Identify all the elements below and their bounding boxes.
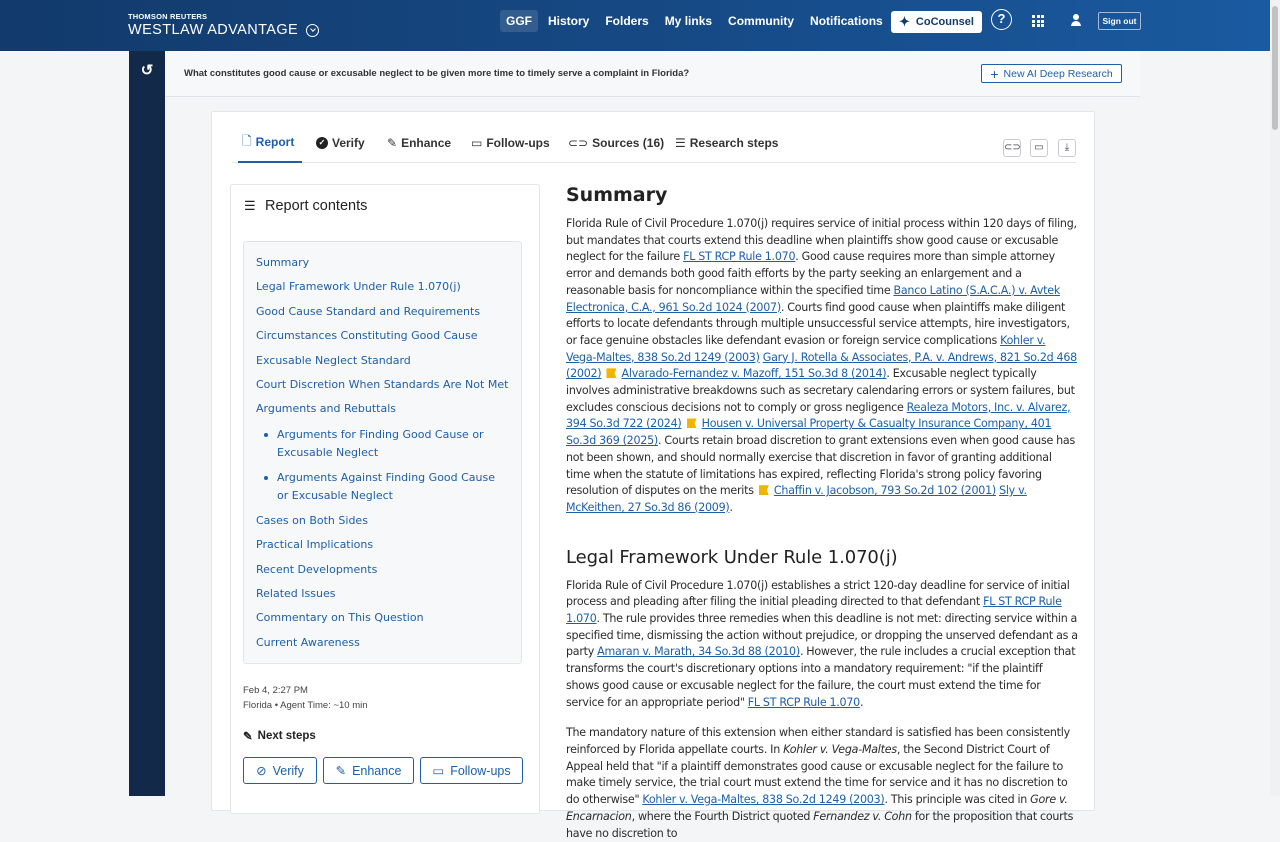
toc-item[interactable]: Commentary on This Question bbox=[256, 611, 424, 625]
section-title-legal-framework: Legal Framework Under Rule 1.070(j) bbox=[566, 546, 898, 568]
tab-enhance[interactable] bbox=[387, 132, 451, 163]
list-check-icon: ☰ bbox=[675, 136, 686, 150]
citation-link[interactable]: Realeza Motors, Inc. v. Alvarez, 394 So.3d 722 (2024) bbox=[566, 400, 1071, 431]
citation-link[interactable]: Housen v. Universal Property & Casualty Insurance Company, 401 So.3d 369 (2025) bbox=[566, 417, 1052, 448]
westlaw-logo[interactable] bbox=[128, 12, 319, 38]
document-icon: 🗋 bbox=[242, 133, 252, 148]
yellow-flag-icon[interactable] bbox=[687, 418, 697, 428]
plus-icon: + bbox=[990, 65, 999, 82]
citation-link[interactable]: Gary J. Rotella & Associates, P.A. v. Andrews, 821 So.2d 468 (2002) bbox=[566, 350, 1077, 381]
citation-link[interactable]: FL ST RCP Rule 1.070 bbox=[683, 250, 796, 264]
tab-sources-label: Sources (16) bbox=[592, 136, 665, 150]
citation-link[interactable]: Banco Latino (S.A.C.A.) v. Avtek Electronica, C.A., 961 So.2d 1024 (2007) bbox=[566, 283, 1061, 314]
main-nav bbox=[500, 0, 893, 42]
tab-sources[interactable] bbox=[568, 132, 664, 163]
toc-item[interactable]: Good Cause Standard and Requirements bbox=[256, 304, 481, 318]
next-steps-buttons bbox=[243, 757, 523, 784]
legal-framework-paragraph: Florida Rule of Civil Procedure 1.070(j) establishes a strict 120-day deadline for service of initial process and pleading after filing the initial pleading directed to that defendant FL ST RCP Rule 1.070. The rule provides three remedies when this deadline is not met: directing service within a specified time, dismissing the action without prejudice, or dropping the unserved defendant as a party Amaran v. Marath, 34 So.3d 88 (2010). However, the rule includes a crucial exception that transforms the court's discretionary options into a mandatory requirement: "if the plaintiff shows good cause or excusable neglect for the failure, the court must extend the time for service for an appropriate period" FL ST RCP Rule 1.070. bbox=[566, 578, 1078, 709]
section-title-summary: Summary bbox=[566, 184, 668, 206]
jurisdiction: Florida bbox=[243, 700, 273, 711]
agent-time: Agent Time: ~10 min bbox=[280, 700, 368, 711]
nav-history[interactable]: History bbox=[548, 14, 590, 28]
folder-icon[interactable]: ▭ bbox=[1030, 139, 1048, 157]
report-contents-panel bbox=[230, 184, 540, 814]
toc-item[interactable]: Recent Developments bbox=[256, 562, 378, 576]
enhance-icon: ✎ bbox=[335, 764, 347, 778]
citation-link[interactable]: Alvarado-Fernandez v. Mazoff, 151 So.3d 8 (2014) bbox=[621, 367, 887, 381]
left-rail bbox=[129, 51, 165, 796]
citation-link[interactable]: Kohler v. Vega-Maltes, 838 So.2d 1249 (2003) bbox=[566, 333, 1046, 364]
verify-button[interactable] bbox=[243, 757, 317, 784]
nav-ggf[interactable]: GGF bbox=[500, 10, 538, 32]
tab-follow-ups[interactable] bbox=[471, 132, 550, 163]
tab-report[interactable] bbox=[238, 132, 302, 163]
sparkle-icon: ✦ bbox=[899, 14, 910, 29]
verify-button-label: Verify bbox=[272, 763, 304, 778]
brand-company: THOMSON REUTERS bbox=[128, 12, 208, 21]
query-bar bbox=[165, 51, 1140, 97]
tab-verify-label: Verify bbox=[332, 136, 365, 150]
check-circle-icon: ✓ bbox=[316, 137, 328, 149]
scrollbar-thumb[interactable] bbox=[1272, 6, 1278, 130]
yellow-flag-icon[interactable] bbox=[759, 485, 769, 495]
toc-item[interactable]: Related Issues bbox=[256, 586, 336, 600]
toc-item[interactable]: Current Awareness bbox=[256, 635, 360, 649]
toc-item[interactable]: Circumstances Constituting Good Cause bbox=[256, 329, 478, 343]
query-text: What constitutes good cause or excusable neglect to be given more time to timely serve a complaint in Florida? bbox=[184, 68, 690, 79]
user-icon[interactable] bbox=[1070, 14, 1082, 27]
toc-item[interactable]: Arguments and Rebuttals bbox=[256, 402, 397, 416]
report-meta bbox=[243, 683, 368, 713]
cocounsel-label: CoCounsel bbox=[915, 16, 974, 28]
enhance-icon: ✎ bbox=[387, 136, 398, 150]
toc-list bbox=[243, 241, 522, 664]
tab-research-steps[interactable] bbox=[675, 132, 778, 163]
toc-item[interactable]: Summary bbox=[256, 256, 310, 269]
help-icon[interactable]: ? bbox=[991, 9, 1012, 30]
tab-verify[interactable] bbox=[316, 132, 365, 163]
report-tabs bbox=[232, 132, 1076, 163]
top-navigation-bar bbox=[0, 0, 1270, 51]
report-card bbox=[211, 111, 1095, 840]
tab-research-steps-label: Research steps bbox=[689, 136, 779, 150]
new-research-label: New AI Deep Research bbox=[1003, 67, 1113, 80]
page-scrollbar[interactable] bbox=[1270, 0, 1280, 796]
citation-link[interactable]: Chaffin v. Jacobson, 793 So.2d 102 (2001) bbox=[773, 484, 996, 498]
toc-item[interactable]: Practical Implications bbox=[256, 538, 374, 552]
legal-framework-paragraph: The mandatory nature of this extension when either standard is satisfied has been consistently reinforced by Florida appellate courts. In Kohler v. Vega-Maltes, the Second District Court of Appeal held that "if a plaintiff demonstrates good cause or excusable neglect for the failure to make timely service, the trial court must extend the time for service and it has no discretion to do otherwise" Kohler v. Vega-Maltes, 838 So.2d 1249 (2003). This principle was cited in Gore v. Encarnacion, where the Fourth District quoted Fernandez v. Cohn for the proposition that courts have no discretion to bbox=[566, 726, 1074, 840]
nav-folders[interactable]: Folders bbox=[605, 14, 649, 28]
sign-out-button[interactable]: Sign out bbox=[1098, 12, 1141, 30]
toc-sub-item[interactable]: Arguments Against Finding Good Cause or Excusable Neglect bbox=[256, 469, 509, 505]
follow-ups-button-label: Follow-ups bbox=[450, 763, 511, 778]
follow-ups-button[interactable] bbox=[420, 757, 523, 784]
history-icon[interactable]: ↺ bbox=[140, 62, 154, 79]
citation-link[interactable]: Amaran v. Marath, 34 So.3d 88 (2010) bbox=[597, 645, 800, 659]
enhance-button-label: Enhance bbox=[352, 763, 402, 778]
list-icon: ☰ bbox=[244, 198, 256, 213]
tab-follow-ups-label: Follow-ups bbox=[486, 136, 550, 150]
brand-product: WESTLAW ADVANTAGE bbox=[128, 22, 299, 38]
report-date: Feb 4, 2:27 PM bbox=[243, 685, 308, 696]
citation-link[interactable]: FL ST RCP Rule 1.070 bbox=[747, 695, 860, 709]
link-icon: ⊂⊃ bbox=[568, 136, 589, 150]
citation-link[interactable]: FL ST RCP Rule 1.070 bbox=[566, 595, 1062, 626]
new-ai-deep-research-button[interactable] bbox=[981, 64, 1122, 83]
download-icon[interactable]: ⤓ bbox=[1058, 139, 1076, 157]
chevron-down-icon[interactable] bbox=[306, 24, 319, 37]
toc-item[interactable]: Legal Framework Under Rule 1.070(j) bbox=[256, 280, 461, 294]
check-circle-icon: ⊘ bbox=[256, 764, 267, 778]
tab-report-label: Report bbox=[255, 135, 295, 149]
separator-dot: • bbox=[274, 700, 281, 711]
toc-sub-item[interactable]: Arguments for Finding Good Cause or Excusable Neglect bbox=[256, 426, 509, 462]
citation-link[interactable]: Sly v. McKeithen, 27 So.3d 86 (2009) bbox=[566, 484, 1027, 514]
tab-enhance-label: Enhance bbox=[401, 136, 452, 150]
summary-paragraph: Florida Rule of Civil Procedure 1.070(j) requires service of initial process within 120 days of filing, but mandates that courts extend this deadline when plaintiffs show good cause or excusable neglect for the failure FL ST RCP Rule 1.070. Good cause requires more than simple attorney error and demands both good faith efforts by the party seeking an enlargement and a reasonable basis for noncompliance within the specified time Banco Latino (S.A.C.A.) v. Avtek Electronica, C.A., 961 So.2d 1024 (2007). Courts find good cause when plaintiffs make diligent efforts to locate defendants through multiple unsuccessful service attempts, hire investigators, or face genuine obstacles like defendant evasion or foreign service complications Kohler v. Vega-Maltes, 838 So.2d 1249 (2003) Gary J. Rotella & Associates, P.A. v. Andrews, 821 So.2d 468 (2002) Alvarado-Fernandez v. Mazoff, 151 So.3d 8 (2014). Excusable neglect typically involves administrative breakdowns such as secretary calendaring errors or system failures, but excludes conscious decisions not to comply or gross negligence Realeza Motors, Inc. v. Alvarez, 394 So.3d 722 (2024) Housen v. Universal Property & Casualty Insurance Company, 401 So.3d 369 (2025). Courts retain broad discretion to grant extensions even when good cause has not been shown, and should normally exercise that discretion in favor of granting additional time when the statute of limitations has expired, reflecting Florida's strong policy favoring resolution of disputes on the merits Chaffin v. Jacobson, 793 So.2d 102 (2001) Sly v. McKeithen, 27 So.3d 86 (2009). bbox=[566, 217, 1077, 514]
enhance-button[interactable] bbox=[323, 757, 414, 784]
nav-community[interactable]: Community bbox=[728, 14, 795, 28]
citation-link[interactable]: Kohler v. Vega-Maltes, 838 So.2d 1249 (2003) bbox=[642, 793, 885, 807]
report-article bbox=[566, 184, 1078, 842]
apps-grid-icon[interactable] bbox=[1032, 15, 1044, 27]
edit-icon: ✎ bbox=[243, 731, 253, 743]
nav-notifications[interactable]: Notifications bbox=[810, 14, 883, 28]
toc-item[interactable]: Cases on Both Sides bbox=[256, 513, 368, 527]
copy-link-icon[interactable]: ⊂⊃ bbox=[1003, 139, 1021, 157]
cocounsel-button[interactable] bbox=[891, 11, 982, 33]
toc-item[interactable]: Excusable Neglect Standard bbox=[256, 353, 411, 367]
report-contents-title: Report contents bbox=[265, 198, 368, 214]
next-steps-title: Next steps bbox=[257, 730, 316, 742]
yellow-flag-icon[interactable] bbox=[606, 368, 616, 378]
nav-my-links[interactable]: My links bbox=[664, 14, 713, 28]
comment-icon: ▭ bbox=[471, 136, 483, 150]
comment-icon: ▭ bbox=[432, 764, 445, 778]
toc-item[interactable]: Court Discretion When Standards Are Not Met bbox=[256, 377, 509, 391]
